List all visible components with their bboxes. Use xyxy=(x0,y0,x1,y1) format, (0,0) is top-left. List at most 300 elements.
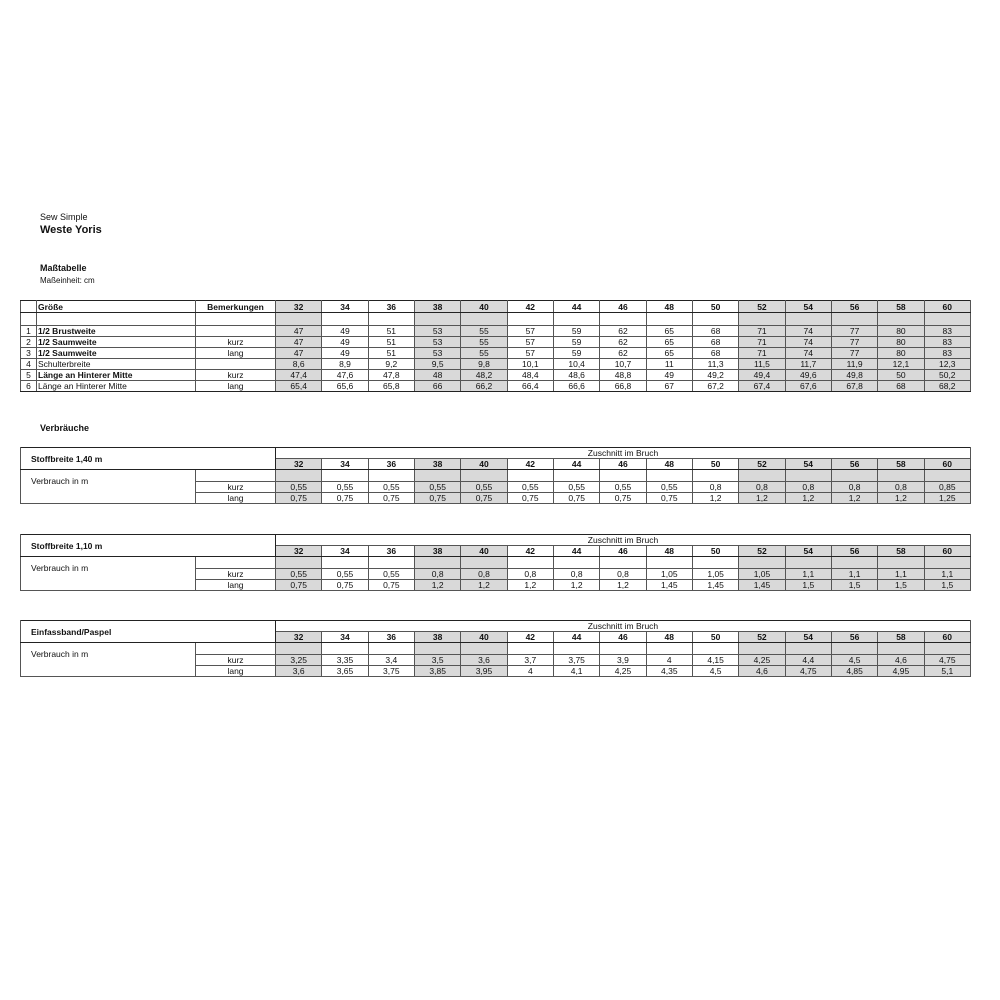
size-column-header: 46 xyxy=(600,632,646,643)
measure-value: 11,9 xyxy=(831,359,877,370)
measure-value: 74 xyxy=(785,348,831,359)
size-column-header: 58 xyxy=(878,632,924,643)
measure-value: 11 xyxy=(646,359,692,370)
empty-cell xyxy=(739,313,785,326)
consumption-value: 0,55 xyxy=(646,482,692,493)
consumption-value: 1,2 xyxy=(739,493,785,504)
empty-cell xyxy=(368,643,414,655)
consumption-value: 4,35 xyxy=(646,666,692,677)
consumption-value: 0,75 xyxy=(276,493,322,504)
row-number: 5 xyxy=(21,370,37,381)
spacer-row xyxy=(21,643,971,655)
size-column-header: 32 xyxy=(276,301,322,313)
consumption-value: 0,8 xyxy=(878,482,924,493)
measure-value: 62 xyxy=(600,326,646,337)
consumption-value: 4,6 xyxy=(739,666,785,677)
consumption-value: 3,6 xyxy=(276,666,322,677)
consumption-value: 0,85 xyxy=(924,482,970,493)
consumption-value: 0,55 xyxy=(322,482,368,493)
size-column-header: 52 xyxy=(739,546,785,557)
measure-value: 49 xyxy=(322,326,368,337)
measure-row xyxy=(21,381,971,392)
consumption-value: 0,55 xyxy=(276,569,322,580)
consumption-value: 4,6 xyxy=(878,655,924,666)
consumption-remark: kurz xyxy=(196,655,276,666)
cut-in-fold-label: Zuschnitt im Bruch xyxy=(276,535,971,546)
empty-cell xyxy=(368,557,414,569)
empty-cell xyxy=(553,470,599,482)
empty-cell xyxy=(924,470,970,482)
measure-row xyxy=(21,326,971,337)
measure-value: 57 xyxy=(507,337,553,348)
consumption-value: 4,75 xyxy=(785,666,831,677)
consumption-value: 1,2 xyxy=(461,580,507,591)
consumption-value: 4,25 xyxy=(739,655,785,666)
measure-name: Länge an Hinterer Mitte xyxy=(37,370,196,381)
consumption-value: 1,2 xyxy=(415,580,461,591)
empty-cell xyxy=(322,643,368,655)
size-column-header: 44 xyxy=(553,546,599,557)
size-column-header: 56 xyxy=(831,546,877,557)
measure-remark: kurz xyxy=(196,370,276,381)
measure-value: 65,8 xyxy=(368,381,414,392)
empty-cell xyxy=(831,557,877,569)
empty-cell xyxy=(276,557,322,569)
measure-value: 8,6 xyxy=(276,359,322,370)
size-column-header: 32 xyxy=(276,546,322,557)
consumption-cut-row xyxy=(21,535,971,546)
consumption-value: 3,75 xyxy=(368,666,414,677)
measure-value: 55 xyxy=(461,348,507,359)
empty-cell xyxy=(414,313,460,326)
empty-cell xyxy=(276,470,322,482)
measure-value: 49,8 xyxy=(831,370,877,381)
consumption-remark: lang xyxy=(196,666,276,677)
consumption-value: 0,55 xyxy=(600,482,646,493)
size-column-header: 38 xyxy=(415,546,461,557)
consumption-value: 0,55 xyxy=(415,482,461,493)
measure-remark: lang xyxy=(196,348,276,359)
consumption-table-2 xyxy=(20,534,971,591)
measure-value: 65 xyxy=(646,337,692,348)
consumption-value: 4,85 xyxy=(831,666,877,677)
measure-row xyxy=(21,337,971,348)
empty-cell xyxy=(831,313,877,326)
size-column-header: 52 xyxy=(739,459,785,470)
size-column-header: 38 xyxy=(414,632,460,643)
empty-cell xyxy=(878,313,924,326)
measure-value: 47 xyxy=(276,348,322,359)
consumption-cut-row xyxy=(21,621,971,632)
size-column-header: 58 xyxy=(878,301,924,313)
empty-cell xyxy=(553,557,599,569)
measure-value: 53 xyxy=(414,337,460,348)
measure-value: 59 xyxy=(553,348,599,359)
consumption-value: 0,75 xyxy=(368,580,414,591)
consumption-value: 4,25 xyxy=(600,666,646,677)
consumption-value: 1,1 xyxy=(878,569,924,580)
size-column-header: 40 xyxy=(461,632,507,643)
consumption-value: 0,75 xyxy=(322,580,368,591)
consumption-value: 3,65 xyxy=(322,666,368,677)
measure-value: 55 xyxy=(461,326,507,337)
empty-cell xyxy=(924,643,970,655)
empty-cell xyxy=(368,313,414,326)
measure-value: 11,5 xyxy=(739,359,785,370)
measure-value: 71 xyxy=(739,348,785,359)
empty-cell xyxy=(196,643,276,655)
empty-cell xyxy=(600,557,646,569)
size-column-header: 50 xyxy=(692,546,738,557)
consumption-value: 1,5 xyxy=(831,580,877,591)
consumption-value: 3,25 xyxy=(276,655,322,666)
measure-value: 47 xyxy=(276,326,322,337)
empty-cell xyxy=(692,313,738,326)
empty-cell xyxy=(646,313,692,326)
size-column-header: 34 xyxy=(322,632,368,643)
consumption-value: 1,2 xyxy=(878,493,924,504)
size-column-header: 54 xyxy=(785,632,831,643)
consumption-value: 0,55 xyxy=(507,482,553,493)
measure-value: 53 xyxy=(414,326,460,337)
size-column-header: 40 xyxy=(461,546,507,557)
size-column-header: 50 xyxy=(692,632,738,643)
consumption-value: 4 xyxy=(507,666,553,677)
consumption-value: 3,35 xyxy=(322,655,368,666)
empty-cell xyxy=(600,313,646,326)
measure-value: 83 xyxy=(924,348,970,359)
consumption-value: 4,75 xyxy=(924,655,970,666)
empty-cell xyxy=(276,313,322,326)
consumption-value: 1,5 xyxy=(924,580,970,591)
consumption-value: 0,8 xyxy=(553,569,599,580)
size-column-header: 36 xyxy=(368,301,414,313)
consumption-value: 1,2 xyxy=(553,580,599,591)
consumption-remark: kurz xyxy=(196,569,276,580)
empty-cell xyxy=(414,643,460,655)
empty-cell xyxy=(322,313,368,326)
size-column-header: 42 xyxy=(507,459,553,470)
consumption-value: 0,75 xyxy=(322,493,368,504)
consumption-value: 1,2 xyxy=(785,493,831,504)
measure-value: 9,8 xyxy=(461,359,507,370)
measure-value: 47,4 xyxy=(276,370,322,381)
consumption-value: 0,8 xyxy=(692,482,738,493)
spacer-row xyxy=(21,470,971,482)
measure-value: 80 xyxy=(878,337,924,348)
consumption-value: 0,75 xyxy=(276,580,322,591)
size-column-header: 44 xyxy=(553,632,599,643)
measure-value: 65,4 xyxy=(276,381,322,392)
row-number: 6 xyxy=(21,381,37,392)
empty-cell xyxy=(196,557,276,569)
empty-cell xyxy=(368,470,414,482)
measure-value: 67 xyxy=(646,381,692,392)
empty-cell xyxy=(831,643,877,655)
measure-value: 11,3 xyxy=(692,359,738,370)
measure-value: 49,2 xyxy=(692,370,738,381)
measure-name: 1/2 Saumweite xyxy=(37,337,196,348)
measure-value: 67,2 xyxy=(692,381,738,392)
measure-value: 65,6 xyxy=(322,381,368,392)
measure-row xyxy=(21,348,971,359)
remarks-header: Bemerkungen xyxy=(196,301,276,313)
consumption-value: 1,05 xyxy=(692,569,738,580)
measure-value: 77 xyxy=(831,348,877,359)
measure-value: 49,4 xyxy=(739,370,785,381)
empty-cell xyxy=(739,470,785,482)
empty-cell xyxy=(461,557,507,569)
empty-cell xyxy=(785,643,831,655)
empty-cell xyxy=(415,557,461,569)
consumption-value: 1,1 xyxy=(924,569,970,580)
size-column-header: 48 xyxy=(646,546,692,557)
measure-value: 10,4 xyxy=(553,359,599,370)
measure-table xyxy=(20,300,971,392)
row-number: 4 xyxy=(21,359,37,370)
consumption-value: 1,05 xyxy=(739,569,785,580)
measure-value: 9,2 xyxy=(368,359,414,370)
consumption-value: 0,75 xyxy=(415,493,461,504)
empty-cell xyxy=(461,313,507,326)
size-column-header: 46 xyxy=(600,301,646,313)
consumption-value: 4,4 xyxy=(785,655,831,666)
empty-cell xyxy=(196,313,276,326)
fabric-width-label: Stoffbreite 1,40 m xyxy=(21,448,276,470)
consumption-value: 1,25 xyxy=(924,493,970,504)
empty-cell xyxy=(692,557,738,569)
row-number: 2 xyxy=(21,337,37,348)
measure-value: 47,6 xyxy=(322,370,368,381)
measure-name: Länge an Hinterer Mitte xyxy=(37,381,196,392)
consumption-value: 0,8 xyxy=(461,569,507,580)
consumption-value: 1,45 xyxy=(739,580,785,591)
measure-value: 49 xyxy=(322,348,368,359)
empty-cell xyxy=(322,557,368,569)
measure-value: 62 xyxy=(600,348,646,359)
size-column-header: 38 xyxy=(414,301,460,313)
consumption-value: 4,5 xyxy=(831,655,877,666)
size-column-header: 56 xyxy=(831,459,877,470)
consumption-value: 0,75 xyxy=(600,493,646,504)
consumption-value: 1,2 xyxy=(600,580,646,591)
empty-cell xyxy=(739,643,785,655)
measure-value: 48,6 xyxy=(553,370,599,381)
measure-value: 59 xyxy=(553,326,599,337)
measure-value: 48,4 xyxy=(507,370,553,381)
empty-cell xyxy=(785,557,831,569)
measure-value: 66,6 xyxy=(553,381,599,392)
size-column-header: 34 xyxy=(322,301,368,313)
consumption-value: 0,55 xyxy=(322,569,368,580)
measure-value: 57 xyxy=(507,348,553,359)
empty-cell xyxy=(276,643,322,655)
brand-label: Sew Simple xyxy=(40,212,88,222)
empty-cell xyxy=(322,470,368,482)
empty-cell xyxy=(924,557,970,569)
measure-value: 10,7 xyxy=(600,359,646,370)
consumption-value: 0,75 xyxy=(461,493,507,504)
measure-value: 68,2 xyxy=(924,381,970,392)
size-column-header: 60 xyxy=(924,301,970,313)
size-column-header: 48 xyxy=(646,632,692,643)
consumption-value: 0,8 xyxy=(507,569,553,580)
row-number: 1 xyxy=(21,326,37,337)
size-column-header: 54 xyxy=(785,301,831,313)
empty-cell xyxy=(646,643,692,655)
consumption-row-label: Verbrauch in m xyxy=(21,643,196,677)
size-column-header: 42 xyxy=(507,301,553,313)
size-column-header: 60 xyxy=(924,459,970,470)
consumption-value: 4,1 xyxy=(553,666,599,677)
measure-value: 66,8 xyxy=(600,381,646,392)
empty-cell xyxy=(692,470,738,482)
measure-value: 49,6 xyxy=(785,370,831,381)
measure-row xyxy=(21,370,971,381)
consumption-value: 4,95 xyxy=(878,666,924,677)
measure-value: 51 xyxy=(368,337,414,348)
measure-row xyxy=(21,359,971,370)
measure-value: 12,1 xyxy=(878,359,924,370)
consumption-value: 1,5 xyxy=(878,580,924,591)
fabric-width-label: Einfassband/Paspel xyxy=(21,621,276,643)
document-title: Weste Yoris xyxy=(40,224,102,236)
measure-value: 65 xyxy=(646,326,692,337)
measure-value: 55 xyxy=(461,337,507,348)
empty-cell xyxy=(785,313,831,326)
measure-value: 51 xyxy=(368,326,414,337)
measure-value: 47,8 xyxy=(368,370,414,381)
empty-cell xyxy=(878,557,924,569)
empty-cell xyxy=(692,643,738,655)
consumption-value: 1,1 xyxy=(785,569,831,580)
row-number: 3 xyxy=(21,348,37,359)
measure-table-title: Maßtabelle xyxy=(40,263,87,273)
empty-cell xyxy=(21,313,37,326)
size-column-header: 56 xyxy=(831,301,877,313)
empty-cell xyxy=(785,470,831,482)
size-column-header: 58 xyxy=(878,459,924,470)
consumption-table-3 xyxy=(20,620,971,677)
measure-value: 57 xyxy=(507,326,553,337)
measure-value: 68 xyxy=(692,337,738,348)
consumption-value: 3,9 xyxy=(600,655,646,666)
size-column-header: 34 xyxy=(322,546,368,557)
measure-value: 9,5 xyxy=(414,359,460,370)
consumption-value: 1,45 xyxy=(646,580,692,591)
measure-value: 53 xyxy=(414,348,460,359)
unit-label: Maßeinheit: cm xyxy=(40,276,95,285)
measure-value: 48,2 xyxy=(461,370,507,381)
consumption-remark: lang xyxy=(196,493,276,504)
size-column-header: 44 xyxy=(553,459,599,470)
measure-value: 51 xyxy=(368,348,414,359)
size-column-header: 60 xyxy=(924,546,970,557)
empty-cell xyxy=(461,643,507,655)
cut-in-fold-label: Zuschnitt im Bruch xyxy=(276,621,971,632)
measure-value: 50,2 xyxy=(924,370,970,381)
measure-value: 47 xyxy=(276,337,322,348)
consumption-value: 3,95 xyxy=(461,666,507,677)
consumption-value: 4,15 xyxy=(692,655,738,666)
consumption-value: 3,5 xyxy=(414,655,460,666)
size-column-header: 46 xyxy=(600,546,646,557)
size-column-header: 52 xyxy=(739,301,785,313)
size-column-header: 50 xyxy=(692,459,738,470)
consumption-value: 0,8 xyxy=(600,569,646,580)
empty-cell xyxy=(553,313,599,326)
row-number-header xyxy=(21,301,37,313)
empty-cell xyxy=(507,313,553,326)
consumption-remark: kurz xyxy=(196,482,276,493)
consumption-value: 1,45 xyxy=(692,580,738,591)
size-column-header: 54 xyxy=(785,459,831,470)
measure-value: 68 xyxy=(692,348,738,359)
size-column-header: 36 xyxy=(368,459,414,470)
measure-value: 48,8 xyxy=(600,370,646,381)
consumption-table-1 xyxy=(20,447,971,504)
empty-cell xyxy=(553,643,599,655)
consumption-value: 0,8 xyxy=(739,482,785,493)
consumption-value: 1,1 xyxy=(831,569,877,580)
measure-value: 12,3 xyxy=(924,359,970,370)
size-column-header: 52 xyxy=(739,632,785,643)
consumption-value: 0,8 xyxy=(785,482,831,493)
consumption-value: 0,75 xyxy=(646,493,692,504)
consumption-value: 3,4 xyxy=(368,655,414,666)
size-column-header: 40 xyxy=(461,301,507,313)
measure-value: 77 xyxy=(831,337,877,348)
measure-value: 66 xyxy=(414,381,460,392)
size-column-header: 36 xyxy=(368,546,414,557)
measure-value: 83 xyxy=(924,337,970,348)
empty-cell xyxy=(37,313,196,326)
consumption-value: 0,55 xyxy=(461,482,507,493)
empty-cell xyxy=(646,557,692,569)
consumption-value: 0,8 xyxy=(415,569,461,580)
measure-name: Schulterbreite xyxy=(37,359,196,370)
measure-name: 1/2 Saumweite xyxy=(37,348,196,359)
measure-value: 68 xyxy=(878,381,924,392)
consumption-value: 0,75 xyxy=(507,493,553,504)
measure-value: 67,6 xyxy=(785,381,831,392)
measure-value: 11,7 xyxy=(785,359,831,370)
consumption-remark: lang xyxy=(196,580,276,591)
size-column-header: 56 xyxy=(831,632,877,643)
empty-cell xyxy=(507,470,553,482)
size-column-header: 54 xyxy=(785,546,831,557)
empty-cell xyxy=(196,470,276,482)
consumption-value: 1,05 xyxy=(646,569,692,580)
size-column-header: 36 xyxy=(368,632,414,643)
measure-value: 71 xyxy=(739,337,785,348)
measure-header-row xyxy=(21,301,971,313)
cut-in-fold-label: Zuschnitt im Bruch xyxy=(276,448,971,459)
measure-value: 49 xyxy=(322,337,368,348)
consumption-title: Verbräuche xyxy=(40,423,90,433)
consumption-value: 4 xyxy=(646,655,692,666)
consumption-value: 0,55 xyxy=(276,482,322,493)
consumption-row-label: Verbrauch in m xyxy=(21,557,196,591)
size-column-header: 46 xyxy=(600,459,646,470)
size-column-header: 38 xyxy=(415,459,461,470)
empty-cell xyxy=(739,557,785,569)
measure-value: 65 xyxy=(646,348,692,359)
size-column-header: 48 xyxy=(646,459,692,470)
measure-value: 71 xyxy=(739,326,785,337)
consumption-cut-row xyxy=(21,448,971,459)
empty-cell xyxy=(878,643,924,655)
